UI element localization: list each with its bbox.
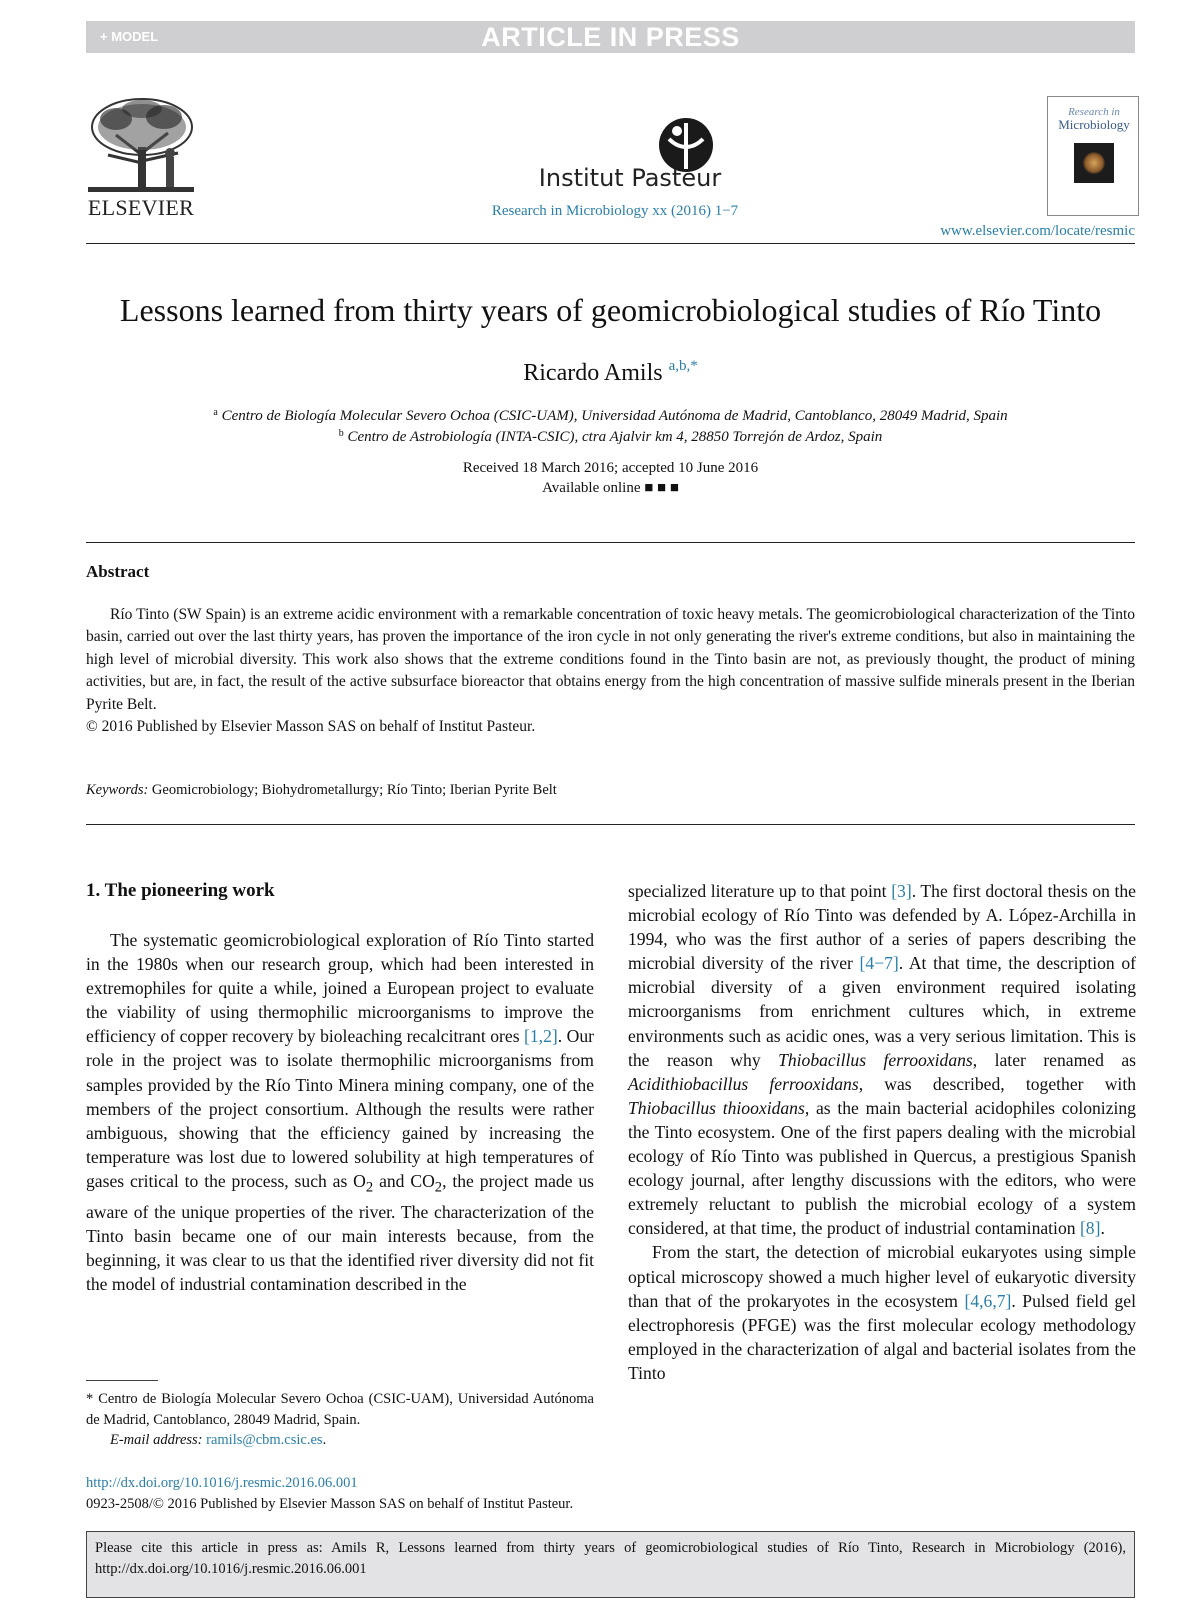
affiliation-text: Centro de Biología Molecular Severo Ochoa (CSIC-UAM), Universidad Autónoma de Madrid, Cantoblanco, 28049 Madrid, Spain <box>221 408 1008 424</box>
body-column-left <box>86 928 594 1296</box>
abstract-heading: Abstract <box>86 562 150 581</box>
email-label: E-mail address: <box>110 1432 203 1448</box>
body-paragraph: specialized literature up to that point [3]. The first doctoral thesis on the microbial ecology of Río Tinto was defended by A. López-Archilla in 1994, who was the first author of a series of papers describing the microbial diversity of the river [4−7]. At that time, the description of microbial diversity of a given environment required isolating microorganisms from enrichment cultures which, in extreme environments such as acidic ones, was a very serious limitation. This is the reason why Thiobacillus ferrooxidans, later renamed as Acidithiobacillus ferrooxidans, was described, together with Thiobacillus thiooxidans, as the main bacterial acidophiles colonizing the Tinto ecosystem. One of the first papers dealing with the microbial ecology of Río Tinto was published in Quercus, a prestigious Spanish ecology journal, after lengthy discussions with the editors, who were extremely reluctant to publish the microbial ecology of a system considered, at that time, the product of industrial contamination [8]. <box>628 881 1137 1239</box>
citation-link[interactable]: [1,2] <box>524 1026 558 1047</box>
issn-line: 0923-2508/© 2016 Published by Elsevier Masson SAS on behalf of Institut Pasteur. <box>86 1496 574 1512</box>
elsevier-tree-icon <box>86 97 196 195</box>
affiliation-b <box>86 428 1135 446</box>
article-author <box>86 358 1135 387</box>
corresponding-author-footnote <box>86 1389 594 1451</box>
citation-link[interactable]: [3] <box>891 881 912 901</box>
cover-title-line-1: Research in <box>1068 106 1120 118</box>
email-link[interactable]: ramils@cbm.csic.es <box>206 1432 323 1448</box>
section-heading: 1. The pioneering work <box>86 880 275 901</box>
affiliation-a <box>86 407 1135 425</box>
affiliation-text: Centro de Astrobiología (INTA-CSIC), ctra Ajalvir km 4, 28850 Torrejón de Ardoz, Spain <box>347 429 883 445</box>
journal-cover-thumbnail <box>1047 96 1139 216</box>
keywords <box>86 782 557 799</box>
affiliation-mark: a <box>213 407 218 418</box>
author-marks[interactable]: a,b,* <box>668 358 698 374</box>
keywords-label: Keywords: <box>86 782 149 798</box>
article-status: ARTICLE IN PRESS <box>481 22 740 52</box>
affiliation-mark: b <box>338 428 344 439</box>
abstract-top-divider <box>86 542 1135 543</box>
publisher-name: ELSEVIER <box>87 195 195 220</box>
elsevier-logo <box>86 97 196 221</box>
doi-link[interactable]: http://dx.doi.org/10.1016/j.resmic.2016.06.001 <box>86 1475 358 1491</box>
abstract-copyright: © 2016 Published by Elsevier Masson SAS on behalf of Institut Pasteur. <box>86 718 536 735</box>
cover-title-line-2: Microbiology <box>1058 117 1130 132</box>
model-label: + MODEL <box>100 29 159 44</box>
cover-image <box>1074 143 1114 183</box>
abstract-bottom-divider <box>86 824 1135 825</box>
article-in-press-banner <box>86 21 1135 53</box>
received-dates: Received 18 March 2016; accepted 10 June 2016 <box>462 460 759 476</box>
footnote-text: * Centro de Biología Molecular Severo Ochoa (CSIC-UAM), Universidad Autónoma de Madrid, Cantoblanco, 28049 Madrid, Spain. <box>86 1391 594 1428</box>
body-paragraph: From the start, the detection of microbial eukaryotes using simple optical microscopy showed a much higher level of eukaryotic diversity than that of the prokaryotes in the ecosystem [4,6,7]. Pulsed field gel electrophoresis (PFGE) was the first molecular ecology methodology employed in the characterization of algal and bacterial isolates from the Tinto <box>628 1242 1136 1383</box>
journal-citation-line[interactable]: Research in Microbiology xx (2016) 1−7 <box>491 203 739 219</box>
footnote-divider <box>86 1380 158 1381</box>
citation-link[interactable]: [8] <box>1079 1218 1101 1239</box>
citation-link[interactable]: [4−7] <box>859 953 899 974</box>
author-name: Ricardo Amils <box>523 360 663 386</box>
header-divider <box>86 243 1135 244</box>
journal-url-link[interactable]: www.elsevier.com/locate/resmic <box>940 223 1135 239</box>
institute-name: Institut Pasteur <box>538 164 722 192</box>
citation-link[interactable]: [4,6,7] <box>964 1290 1012 1311</box>
article-title: Lessons learned from thirty years of geomicrobiological studies of Río Tinto <box>119 292 1102 328</box>
citation-box: Please cite this article in press as: Amils R, Lessons learned from thirty years of geomicrobiological studies of Río Tinto, Research in Microbiology (2016), http://dx.doi.org/10.1016/j.resmic.2016.06.001 <box>86 1531 1135 1598</box>
body-column-right <box>628 879 1136 1385</box>
body-paragraph: The systematic geomicrobiological exploration of Río Tinto started in the 1980s when our research group, which had been interested in extremophiles for quite a while, joined a European project to evaluate the viability of using thermophilic microorganisms to improve the efficiency of copper recovery by bioleaching recalcitrant ores [1,2]. Our role in the project was to isolate thermophilic microorganisms from samples provided by the Río Tinto Minera mining company, one of the members of the project consortium. Although the results were rather ambiguous, showing that the efficiency gained by increasing the temperature was lost due to lowered solubility at high temperatures of gases critical to the process, such as $O_2$ and $CO_2$, the project made us aware of the unique properties of the river. The characterization of the Tinto basin became one of our main interests because, from the beginning, it was clear to us that the identified river diversity did not fit the model of industrial contamination described in the <box>86 930 595 1294</box>
abstract-text: Río Tinto (SW Spain) is an extreme acidic environment with a remarkable concentration of toxic heavy metals. The geomicrobiological characterization of the Tinto basin, carried out over the last thirty years, has proven the importance of the iron cycle in not only generating the river's extreme conditions, but also in maintaining the high level of microbial diversity. This work also shows that the extreme conditions found in the Tinto basin are not, as previously thought, the product of mining activities, but are, in fact, the result of the active subsurface bioreactor that obtains energy from the high concentration of massive sulfide minerals present in the Iberian Pyrite Belt. <box>86 606 1135 713</box>
email-line: E-mail address: ramils@cbm.csic.es. <box>110 1432 327 1448</box>
available-online: Available online ■ ■ ■ <box>542 480 679 496</box>
keywords-text: Geomicrobiology; Biohydrometallurgy; Río Tinto; Iberian Pyrite Belt <box>148 782 557 798</box>
